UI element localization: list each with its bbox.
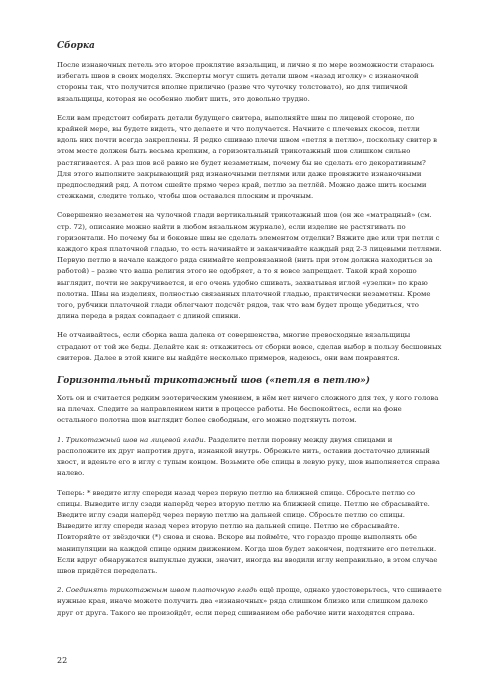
- item-lead: 1. Трикотажный шов на лицевой глади.: [57, 435, 206, 444]
- section-heading-horizontal-seam: Горизонтальный трикотажный шов («петля в петлю»): [57, 376, 371, 387]
- item-text: ещё проще, однако удостоверьтесь, что сшиваете нужные края, иначе можете получить два «изнаночных» ряда слишком близко или слишком далеко друг от друга. Такого не произойдёт, если перед сшиванием обе рабочие нити находятся справа.: [57, 586, 442, 617]
- paragraph: Хоть он и считается редким эзотерическим умением, в нём нет ничего сложного для тех, у кого голова на плечах. Следите за направлением нити в процессе работы. Не беспокойтесь, если на фоне остального полотна шов выглядит более свободным, его можно подтянуть потом.: [57, 394, 439, 425]
- item-text: Разделите петли поровну между двумя спицами и расположите их друг напротив друга, изнанкой внутрь. Обрежьте нить, оставив достаточно длинный хвост, и вденьте его в иглу с тупым концом. Возьмите обе спицы в левую руку, шов выполняется справа налево.: [57, 435, 440, 478]
- paragraph: Не отчаивайтесь, если сборка ваша далека от совершенства, многие превосходные вязальщицы страдают от той же беды. Делайте как я: откажитесь от сборки вовсе, сделав выбор в пользу бесшовных свитеров. Далее в этой книге вы найдёте несколько примеров, надеюсь, они вам понравятся.: [57, 331, 442, 362]
- paragraph: Теперь: * введите иглу спереди назад через первую петлю на ближней спице. Сбросьте петлю со спицы. Выведите иглу сзади наперёд через вторую петлю на ближней спице. Петлю не сбрасывайте. Введите иглу сзади наперёд через первую петлю на дальней спице. Сбросьте петлю со спицы. Выведите иглу спереди назад через вторую петлю на дальней спице. Петлю не сбрасывайте. Повторяйте от звёздочки (*) снова и снова. Вскоре вы поймёте, что гораздо проще выполнять обе манипуляции на каждой спице одним движением. Когда шов будет закончен, подтяните его петельки. Если вдруг обнаружатся выпуклые дужки, значит, иногда вы вводили иглу неправильно, в этом случае швов придётся переделать.: [57, 488, 438, 575]
- section-heading-assembly: Сборка: [57, 41, 95, 51]
- page-number: 22: [57, 656, 68, 665]
- page-body: [57, 40, 442, 627]
- item-lead: 2. Соединять трикотажным швом платочную гладь: [57, 586, 258, 595]
- paragraph: Если вам предстоит собирать детали будущего свитера, выполняйте швы по лицевой стороне, по крайней мере, вы будете видеть, что делаете и что получается. Начните с плечевых скосов, петли вдоль них почти всегда закреплены. Я редко сшиваю плечи швом «петля в петлю», поскольку свитер в этом месте должен быть весьма крепким, а горизонтальный трикотажный шов слишком сильно растягивается. А раз шов всё равно не будет незаметным, почему бы не сделать его декоративным? Для этого выполните закрывающий ряд изнаночными петлями или даже провяжите изнаночными предпоследний ряд. А потом сшейте прямо через край, петлю за петлёй. Можно даже шить косыми стежками, следите только, чтобы шов оставался плоским и прочным.: [57, 113, 437, 201]
- paragraph: Совершенно незаметен на чулочной глади вертикальный трикотажный шов (он же «матрацный» (см. стр. 72), описание можно найти в любом вязальном журнале), если изделие не растягивать по горизонтали. Но почему бы и боковые швы не сделать элементом отделки? Вяжите две или три петли с каждого края платочной гладью, то есть начинайте и заканчивайте каждый ряд 2-3 лицевыми петлями. Первую петлю в начале каждого ряда снимайте непровязанной (нить при этом должна находиться за работой) – разве что ваша религия этого не одобряет, а то я вовсе запрещает. Такой край хорошо выглядит, почти не закручивается, и его очень удобно сшивать, захватывая иглой «узелки» по краю полотна. Швы на изделиях, полностью связанных платочной гладью, практически незаметны. Кроме того, рубчики платочной глади облегчают подсчёт рядов, так что вам будет проще убедиться, что длина переда в рядах совпадает с длиной спинки.: [57, 211, 442, 321]
- numbered-item-1: [57, 435, 442, 480]
- paragraph: После изнаночных петель это второе проклятие вязальщиц, и лично я по мере возможности стараюсь избегать швов в своих моделях. Эксперты могут сшить детали швом «назад иголку» с изнаночной стороны так, что получится вполне прилично (разве что чуточку толстовато), но для типичной вязальщицы, которая не особенно любит шить, это довольно трудно.: [57, 61, 435, 103]
- numbered-item-2: [57, 585, 442, 619]
